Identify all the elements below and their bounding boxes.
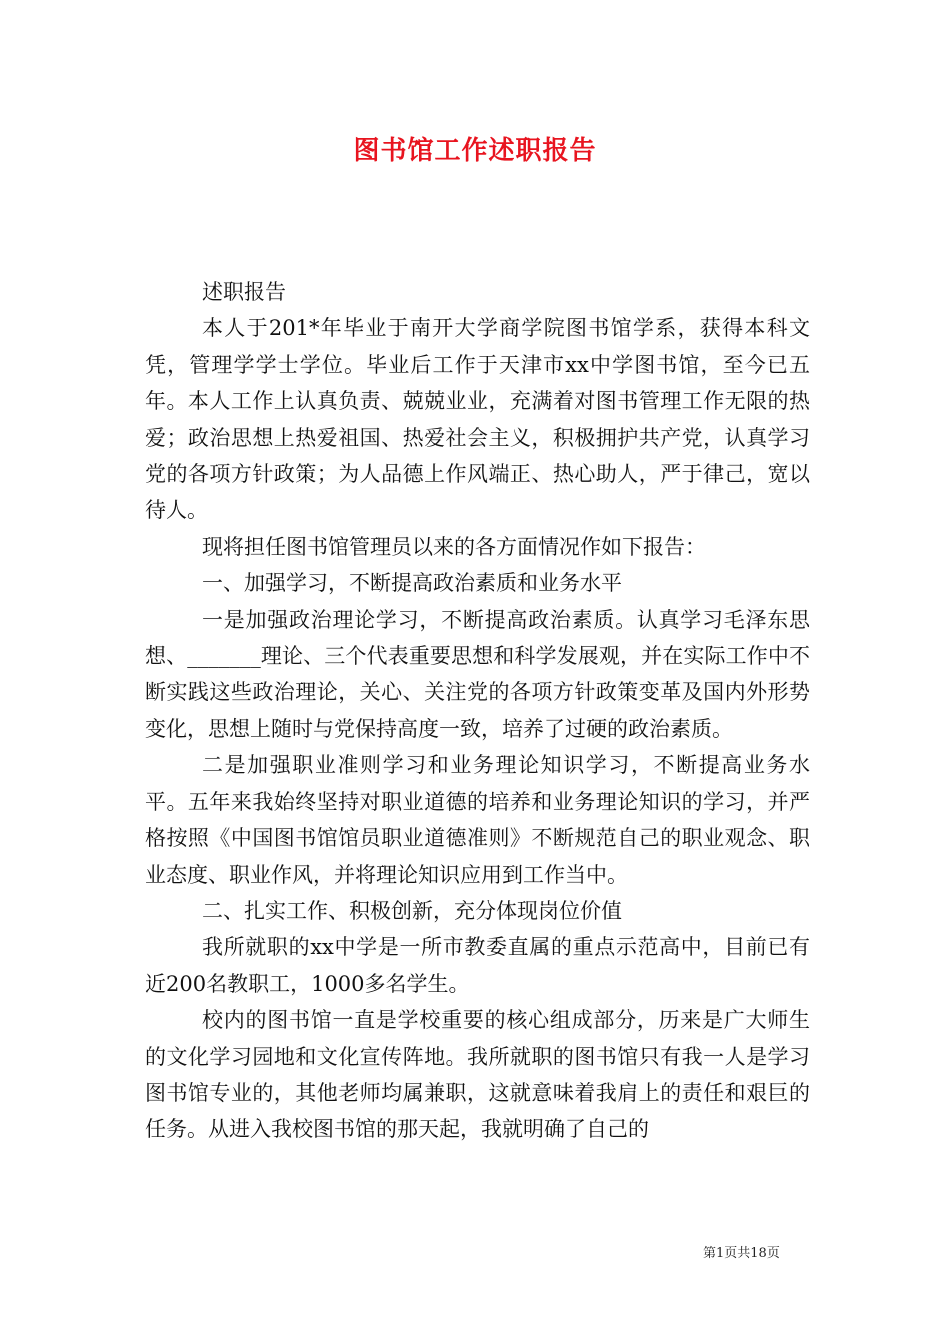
paragraph: 本人于201*年毕业于南开大学商学院图书馆学系，获得本科文凭，管理学学士学位。毕业后工作于天津市xx中学图书馆，至今已五年。本人工作上认真负责、兢兢业业，充满着对图书管理工作无限的热爱；政治思想上热爱祖国、热爱社会主义，积极拥护共产党，认真学习党的各项方针政策；为人品德上作风端正、热心助人，严于律己，宽以待人。 (145, 316, 810, 523)
section-heading: 二、扎实工作、积极创新，充分体现岗位价值 (202, 898, 622, 923)
document-title: 图书馆工作述职报告 (353, 136, 597, 166)
page-number: 第1页共18页 (703, 1246, 780, 1261)
paragraph: 一是加强政治理论学习，不断提高政治素质。认真学习毛泽东思想、_______理论、三个代表重要思想和科学发展观，并在实际工作中不断实践这些政治理论，关心、关注党的各项方针政策变革及国内外形势变化，思想上随时与党保持高度一致，培养了过硬的政治素质。 (145, 607, 810, 741)
document-body (145, 274, 810, 1148)
paragraph: 现将担任图书馆管理员以来的各方面情况作如下报告： (202, 534, 706, 559)
paragraph: 校内的图书馆一直是学校重要的核心组成部分，历来是广大师生的文化学习园地和文化宣传阵地。我所就职的图书馆只有我一人是学习图书馆专业的，其他老师均属兼职，这就意味着我肩上的责任和艰巨的任务。从进入我校图书馆的那天起，我就明确了自己的 (145, 1008, 810, 1142)
paragraph: 二是加强职业准则学习和业务理论知识学习，不断提高业务水平。五年来我始终坚持对职业道德的培养和业务理论知识的学习，并严格按照《中国图书馆馆员职业道德准则》不断规范自己的职业观念、职业态度、职业作风，并将理论知识应用到工作当中。 (145, 753, 810, 887)
section-heading: 一、加强学习，不断提高政治素质和业务水平 (202, 571, 622, 596)
paragraph: 述职报告 (202, 280, 286, 304)
paragraph: 我所就职的xx中学是一所市教委直属的重点示范高中，目前已有近200名教职工，1000多名学生。 (145, 935, 810, 996)
